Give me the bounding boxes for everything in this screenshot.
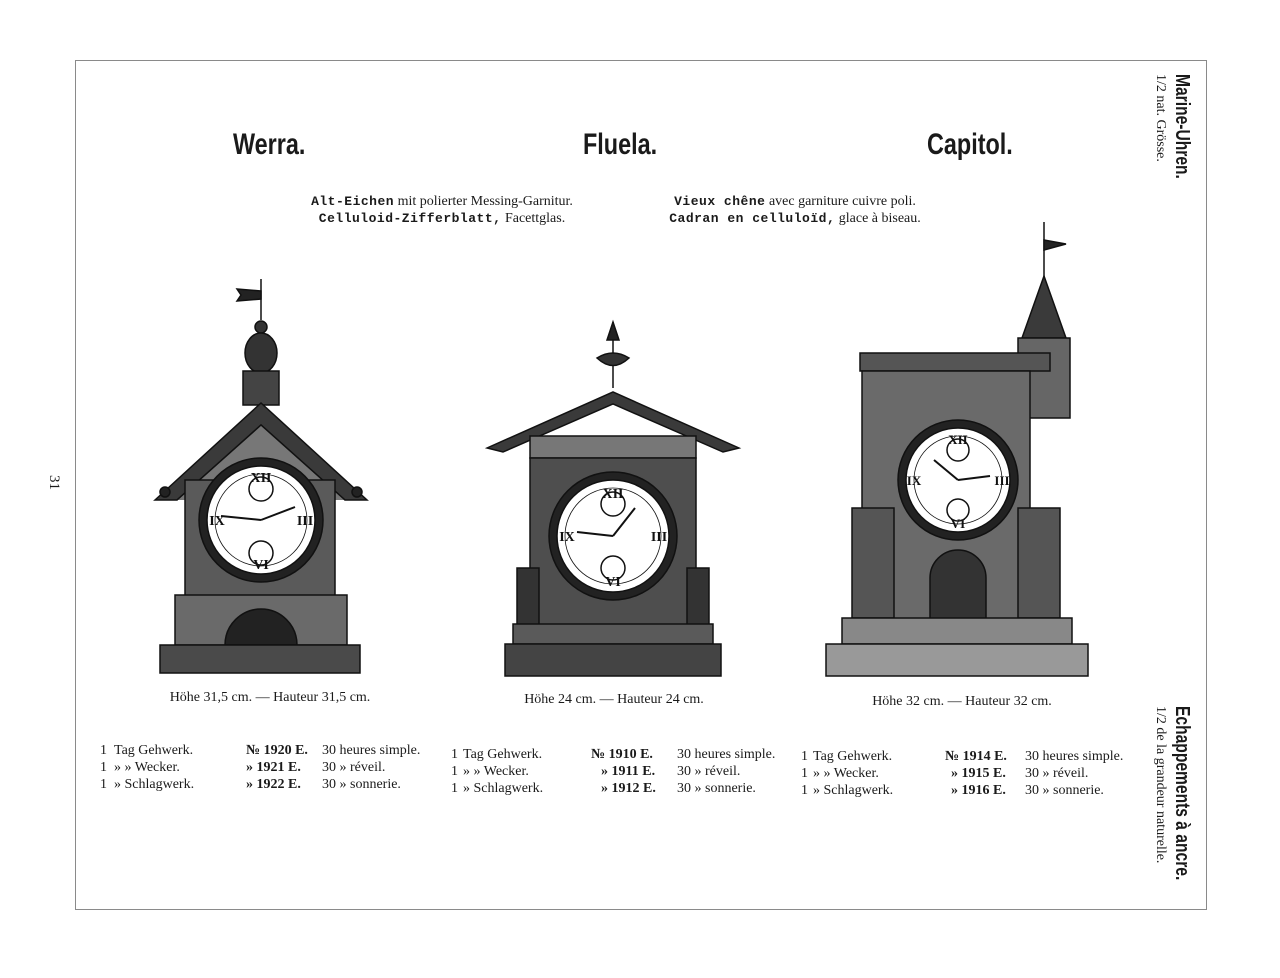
order-row [801, 782, 1141, 799]
order-number: » 1915 E. [951, 766, 1006, 781]
order-movement: Tag Gehwerk. [114, 743, 194, 758]
caption-werra: Höhe 31,5 cm. — Hauteur 31,5 cm. [169, 690, 371, 705]
order-number: № 1914 E. [945, 749, 1007, 764]
order-movement: Tag Gehwerk. [463, 747, 543, 762]
title-capitol: Capitol. [927, 128, 1013, 161]
order-row [100, 759, 440, 776]
order-qty: 1 [100, 760, 107, 775]
svg-text:IX: IX [906, 473, 922, 488]
side-label-bottom [1152, 706, 1193, 929]
order-qty: 1 [801, 766, 808, 781]
order-hours: 30 » sonnerie. [1025, 783, 1104, 798]
svg-text:IX: IX [209, 514, 225, 529]
desc-fr-bold-1: Vieux chêne [674, 194, 766, 209]
desc-de-text-2: Facettglas. [501, 211, 566, 226]
title-werra: Werra. [233, 128, 306, 161]
capitol-clock-illustration [822, 218, 1092, 680]
order-list-fluela [451, 746, 791, 797]
order-hours: 30 » sonnerie. [322, 777, 401, 792]
svg-text:IX: IX [559, 530, 575, 545]
order-movement: » Schlagwerk. [463, 781, 544, 796]
order-number: № 1920 E. [246, 743, 308, 758]
order-qty: 1 [801, 749, 808, 764]
order-qty: 1 [100, 743, 107, 758]
order-hours: 30 heures simple. [677, 747, 776, 762]
svg-text:VI: VI [253, 558, 269, 573]
order-movement: Tag Gehwerk. [813, 749, 893, 764]
order-row [100, 776, 440, 793]
svg-text:III: III [650, 530, 668, 545]
desc-fr-text-1: avec garniture cuivre poli. [765, 194, 916, 209]
title-fluela: Fluela. [583, 128, 658, 161]
order-qty: 1 [451, 747, 458, 762]
order-movement: » Schlagwerk. [114, 777, 195, 792]
caption-capitol: Höhe 32 cm. — Hauteur 32 cm. [872, 694, 1052, 709]
order-hours: 30 » réveil. [1025, 766, 1089, 781]
order-movement: » Schlagwerk. [813, 783, 894, 798]
desc-de-bold-1: Alt-Eichen [311, 194, 395, 209]
side-subtitle-top: 1/2 nat. Grösse. [1153, 74, 1168, 162]
order-number: » 1911 E. [601, 764, 656, 779]
order-row [451, 763, 791, 780]
order-qty: 1 [100, 777, 107, 792]
side-label-top [1152, 74, 1193, 208]
svg-text:VI: VI [950, 516, 966, 531]
order-list-werra [100, 742, 440, 793]
order-qty: 1 [801, 783, 808, 798]
order-number: » 1921 E. [246, 760, 301, 775]
order-movement: » » Wecker. [463, 764, 529, 779]
page-number: 31 [46, 475, 62, 490]
side-title-bottom: Echappements à ancre. [1171, 706, 1193, 881]
order-row [801, 765, 1141, 782]
caption-fluela: Höhe 24 cm. — Hauteur 24 cm. [524, 692, 704, 707]
order-list-capitol [801, 748, 1141, 799]
svg-text:XII: XII [602, 487, 624, 502]
svg-text:III: III [994, 473, 1010, 488]
order-hours: 30 » réveil. [322, 760, 386, 775]
side-title-top: Marine-Uhren. [1171, 74, 1193, 179]
order-movement: » » Wecker. [813, 766, 879, 781]
order-hours: 30 » réveil. [677, 764, 741, 779]
desc-de-text-1: mit polierter Messing-Garnitur. [394, 194, 573, 209]
order-number: » 1922 E. [246, 777, 301, 792]
order-row [801, 748, 1141, 765]
order-row [451, 746, 791, 763]
svg-text:XII: XII [250, 471, 272, 486]
desc-fr-text-2: glace à biseau. [835, 211, 921, 226]
order-qty: 1 [451, 764, 458, 779]
werra-clock-illustration [145, 275, 385, 680]
order-qty: 1 [451, 781, 458, 796]
order-number: № 1910 E. [591, 747, 653, 762]
desc-de-bold-2: Celluloid-Zifferblatt, [318, 211, 502, 226]
order-number: » 1916 E. [951, 783, 1006, 798]
fluela-clock-illustration [485, 318, 745, 680]
order-number: » 1912 E. [601, 781, 656, 796]
description-german [262, 193, 622, 227]
order-hours: 30 heures simple. [322, 743, 421, 758]
svg-text:III: III [296, 514, 314, 529]
svg-text:VI: VI [605, 575, 621, 590]
desc-fr-bold-2: Cadran en celluloïd, [669, 211, 836, 226]
side-subtitle-bottom: 1/2 de la grandeur naturelle. [1153, 706, 1168, 864]
order-hours: 30 » sonnerie. [677, 781, 756, 796]
order-row [100, 742, 440, 759]
order-hours: 30 heures simple. [1025, 749, 1124, 764]
order-row [451, 780, 791, 797]
svg-text:XII: XII [948, 432, 968, 447]
order-movement: » » Wecker. [114, 760, 180, 775]
